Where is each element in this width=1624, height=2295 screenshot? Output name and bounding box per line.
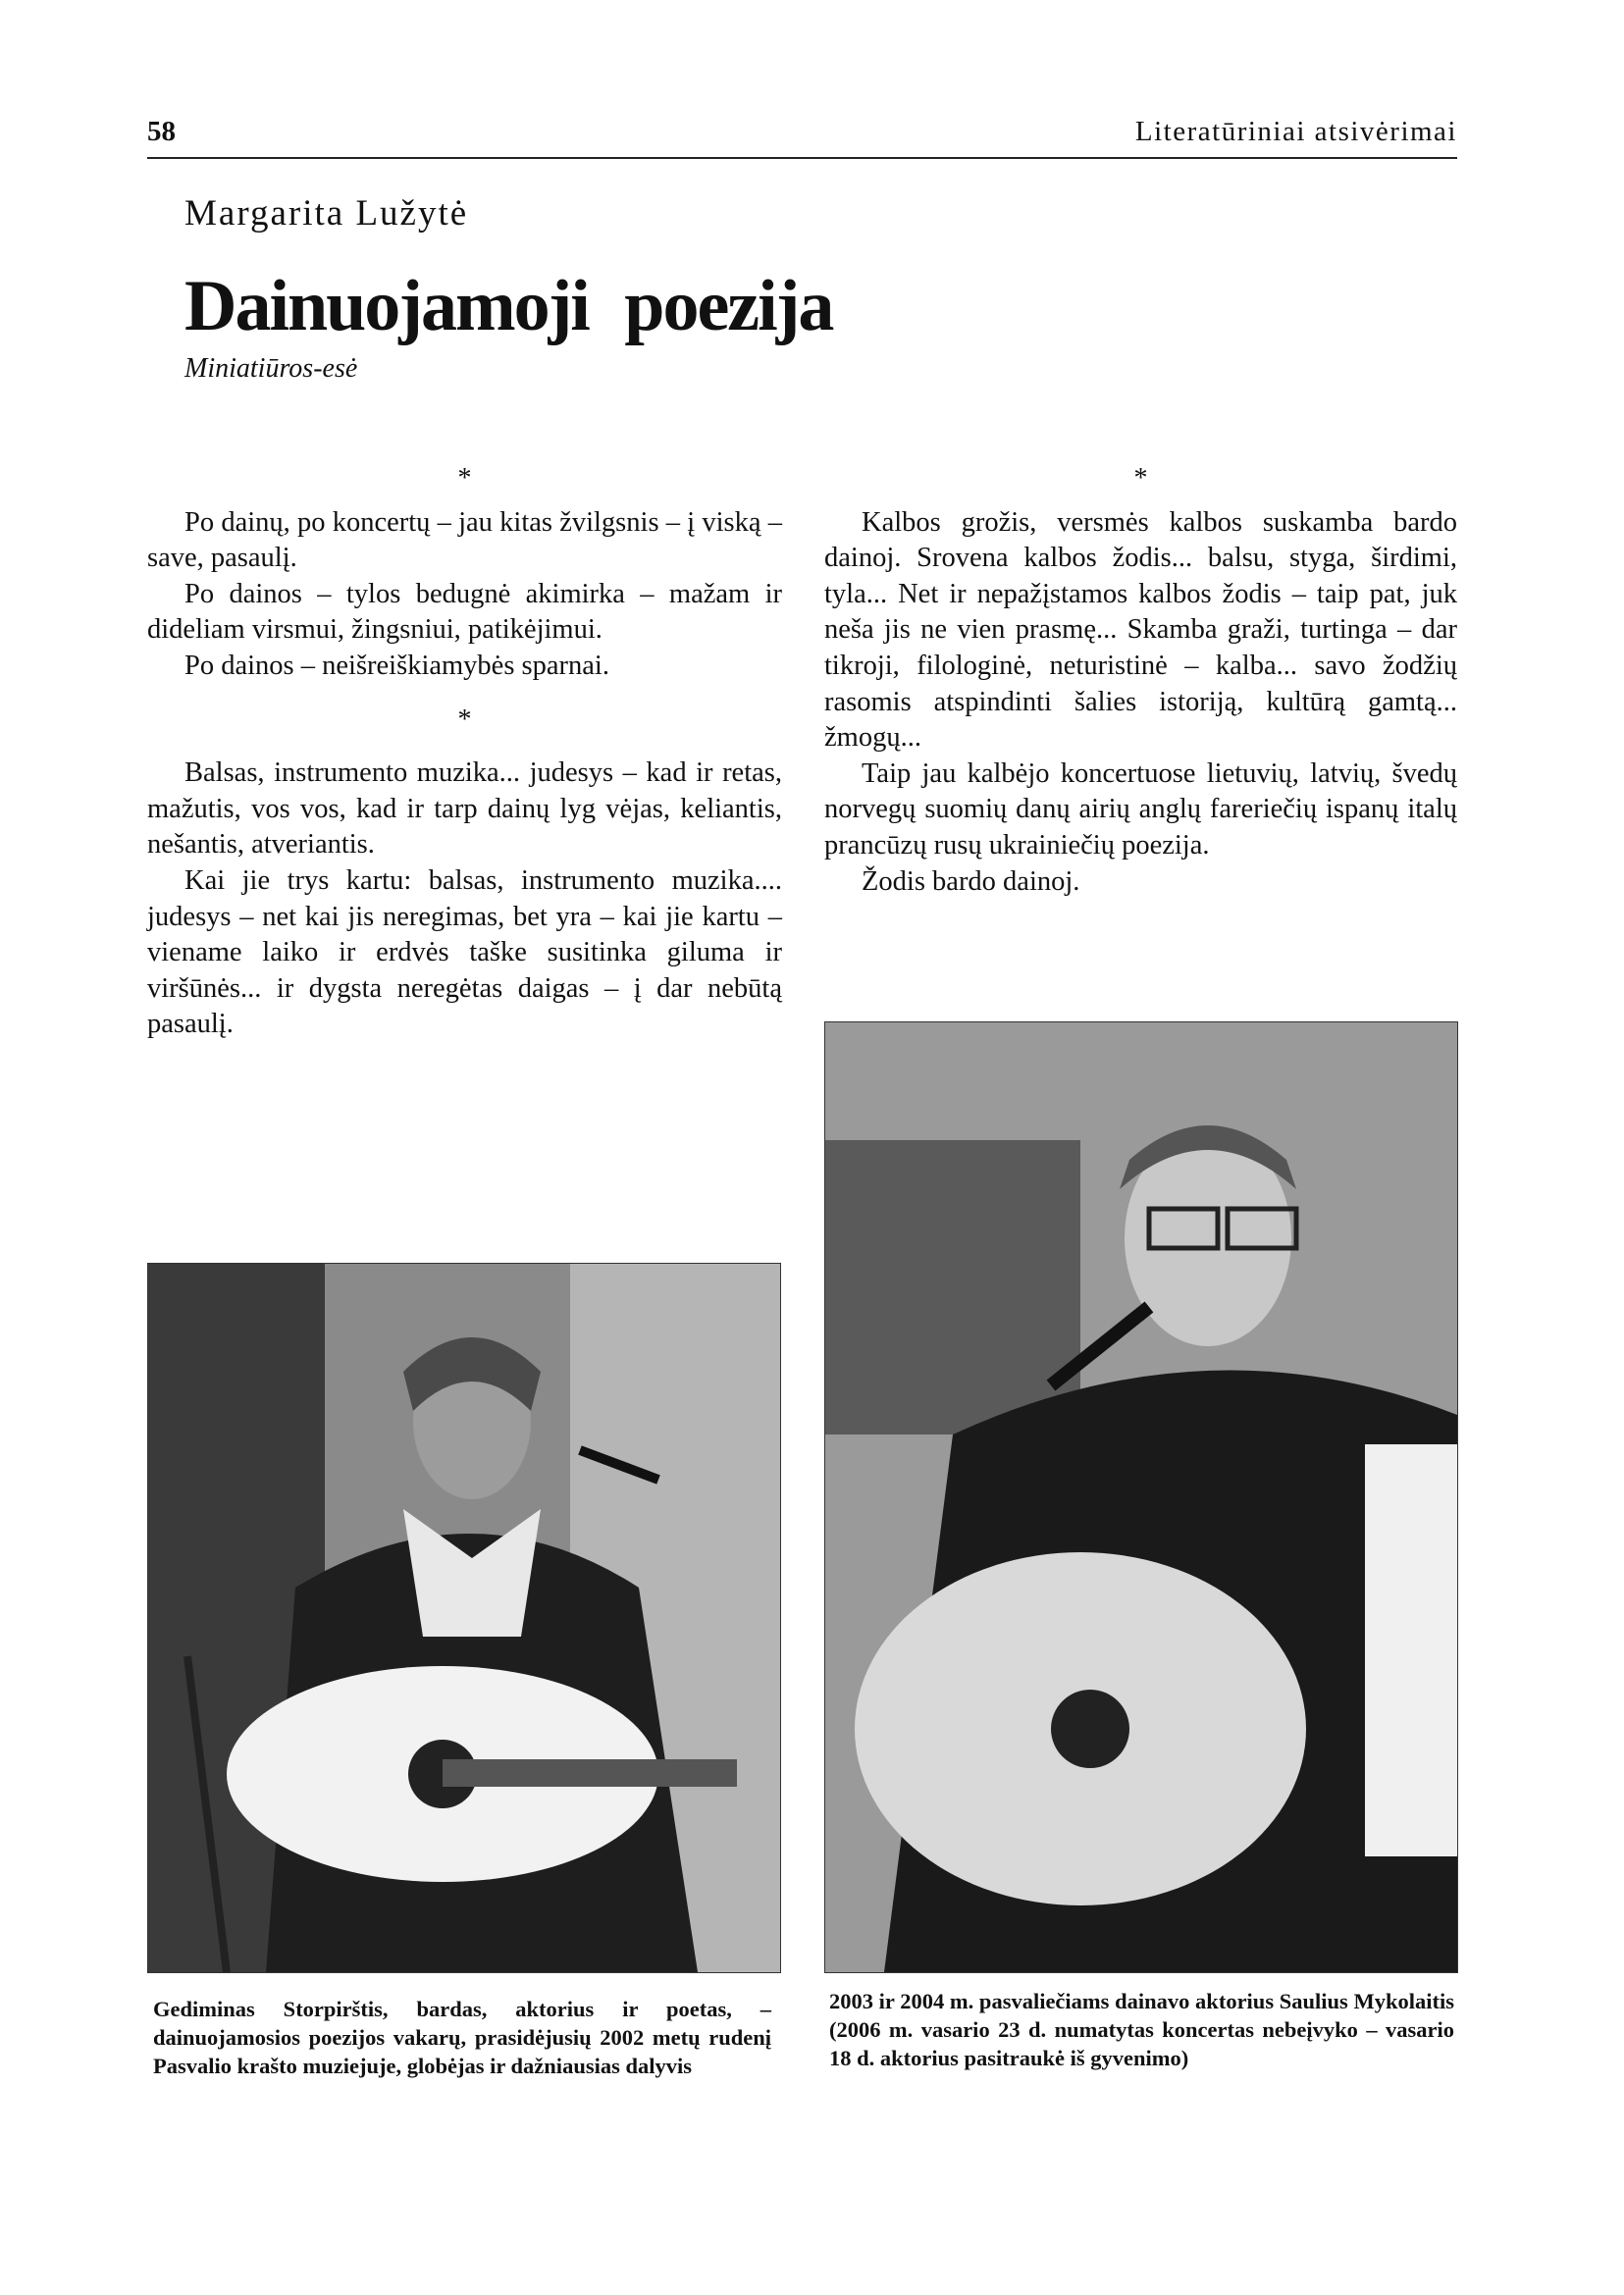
paragraph: Taip jau kalbėjo koncertuose lietuvių, latvių, švedų norvegų suomių danų airių anglų fareriečių ispanų italų prancūzų rusų ukrainiečių poezija.: [824, 757, 1457, 861]
article-author: Margarita Lužytė: [184, 193, 469, 234]
right-column: [824, 461, 1457, 900]
paragraph: Po dainos – neišreiškiamybės sparnai.: [184, 650, 609, 681]
page-number: 58: [147, 116, 176, 147]
section-separator: *: [457, 463, 472, 494]
paragraph: Žodis bardo dainoj.: [862, 865, 1080, 897]
paragraph: Po dainų, po koncertų – jau kitas žvilgsnis – į viską – save, pasaulį.: [147, 506, 782, 574]
left-column: [147, 461, 782, 1043]
photo-singer-with-guitar-left: [147, 1263, 781, 1973]
paragraph: Po dainos – tylos bedugnė akimirka – mažam ir dideliam virsmui, žingsniui, patikėjimui.: [147, 578, 782, 646]
photo-caption-left: Gediminas Storpirštis, bardas, aktorius ir poetas, – dainuojamosios poezijos vakarų, prasidėjusių 2002 metų rudenį Pasvalio krašto muziejuje, globėjas ir dažniausias dalyvis: [153, 1997, 771, 2078]
article-subtitle: Miniatiūros-esė: [184, 353, 358, 384]
running-title: Literatūriniai atsivėrimai: [1134, 116, 1457, 147]
photo-singer-with-guitar-right: [824, 1021, 1458, 1973]
paragraph: Balsas, instrumento muzika... judesys – kad ir retas, mažutis, vos vos, kad ir tarp dainų lyg vėjas, keliantis, nešantis, atveriantis.: [147, 757, 782, 861]
section-separator: *: [1133, 463, 1148, 494]
header-rule: [147, 157, 1457, 159]
photo-caption-right: 2003 ir 2004 m. pasvaliečiams dainavo aktorius Saulius Mykolaitis (2006 m. vasario 23 d. numatytas koncertas nebeįvyko – vasario 18 d. aktorius pasitraukė iš gyvenimo): [829, 1989, 1454, 2070]
paragraph: Kalbos grožis, versmės kalbos suskamba bardo dainoj. Srovena kalbos žodis... balsu, styga, širdimi, tyla... Net ir nepažįstamos kalbos žodis – taip pat, juk neša jis ne vien prasmę... Skamba graži, turtinga – dar tikroji, filologinė, neturistinė – kalba... savo žodžių rasomis atspindinti šalies istoriją, kultūrą gamtą... žmogų...: [824, 506, 1457, 754]
section-separator: *: [457, 704, 472, 735]
article-title: Dainuojamoji poezija: [184, 266, 833, 346]
paragraph: Kai jie trys kartu: balsas, instrumento muzika.... judesys – net kai jis neregimas, bet yra – kai jie kartu – viename laiko ir erdvės taške susitinka giluma ir viršūnės... ir dygsta neregėtas daigas – į dar nebūtą pasaulį.: [147, 864, 782, 1040]
